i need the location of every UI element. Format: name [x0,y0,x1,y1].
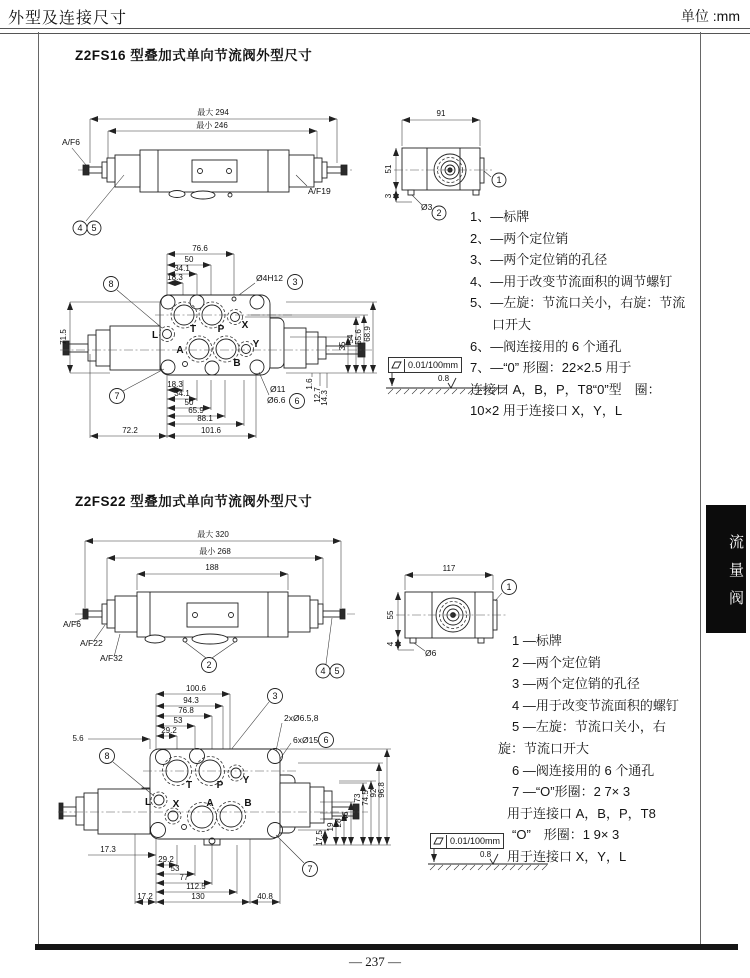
dim-4: 4 [386,641,395,647]
note-line: “O” 形圈：1 9× 3 [512,827,620,843]
dim-34-1: 34.1 [174,264,190,273]
flatness-symbol-icon [431,835,446,847]
header-divider [0,28,750,34]
port-T: T [189,324,197,335]
svg-text:2: 2 [206,660,212,670]
dim-76-6: 76.6 [192,244,208,253]
note-line: 4、—用于改变节流面积的调节螺钉 [470,273,673,289]
dim-b130: 130 [191,892,205,901]
z2fs22-side-view-drawing [60,528,405,688]
note-line: 4 —用于改变节流面积的螺钉 [512,697,679,713]
dim-188: 188 [205,563,219,572]
svg-text:4: 4 [77,223,83,233]
callout-8: 8 [104,751,110,761]
flatness-symbol-icon [389,359,404,371]
note-line: 3、—两个定位销的孔径 [470,252,608,268]
dim-5-6: 5.6 [72,734,84,743]
note-line: 1 —标牌 [512,633,562,648]
flatness-tolerance-frame [430,833,504,849]
roughness-value: 0.8 [480,850,492,859]
port-A: A [206,798,214,809]
note-line: 3 —两个定位销的孔径 [512,676,640,692]
note-line: 6 —阀连接用的 6 个通孔 [512,762,655,778]
callout-2: 2 [436,208,442,218]
dim-b17-2: 17.2 [137,892,153,901]
dim-b40-8: 40.8 [257,892,273,901]
label-dia6: Ø6 [425,648,437,658]
note-line: 5、—左旋：节流口关小，右旋：节流 [470,295,686,311]
z2fs16-section-title: Z2FS16 型叠加式单向节流阀外型尺寸 [75,48,313,63]
svg-text:5: 5 [334,666,340,676]
note-line: 连接口 A，B，P，T8“0”型 圈： [470,381,661,397]
label-af6: A/F6 [63,619,81,629]
dim-b50: 50 [184,398,194,407]
dim-12-7: 12.7 [313,387,322,403]
port-L: L [144,797,152,808]
note-line: 用于连接口 X，Y，L [507,848,627,864]
callout-4-5 [73,175,124,235]
end-body [396,592,506,643]
label-dia4h12: Ø4H12 [256,273,283,283]
dim-18-3: 18.3 [167,273,183,282]
frame-bottom-bar [35,944,738,950]
frame-left-border [38,32,39,944]
dim-55-6: 55.6 [354,329,363,345]
callout-6: 6 [294,396,300,406]
dim-b77: 77 [179,873,189,882]
label-dia3: Ø3 [421,202,433,212]
note-line: 2、—两个定位销 [470,230,569,246]
dim-max-320: 最大 320 [197,530,229,539]
note-line: 7 —“O”形圈：2 7× 3 [512,784,631,800]
label-af19: A/F19 [308,186,331,196]
dim-53: 53 [173,716,183,725]
note-line: 1、—标牌 [470,209,530,224]
note-line: 2 —两个定位销 [512,654,601,670]
label-2xdia6-5: 2xØ6.5,8 [284,713,319,723]
dim-94-3: 94.3 [183,696,199,705]
dim-55: 55 [386,610,395,620]
callout-1: 1 [496,175,502,185]
z2fs22-section-title: Z2FS22 型叠加式单向节流阀外型尺寸 [75,494,313,509]
dim-b72-2: 72.2 [122,426,138,435]
flatness-tolerance: 0.01/100mm [446,835,503,848]
callout-7: 7 [114,391,120,401]
port-T: T [185,780,193,791]
dim-b17-3: 17.3 [100,845,116,854]
dim-117: 117 [442,564,456,573]
dim-74-5: 74.5 [361,790,370,806]
callout-2 [185,642,235,673]
dim-1-6: 1.6 [305,378,314,390]
port-L: L [151,330,159,341]
valve-body [75,592,355,644]
dim-max-294: 最大 294 [197,108,229,117]
port-B: B [233,358,241,369]
port-P: P [217,324,225,335]
sidebar-tab-flow-valves: 流量阀 [706,505,746,633]
dim-29-2: 29.2 [161,726,177,735]
dim-28: 28 [334,818,343,828]
top-dimension-chain [88,694,230,755]
port-X: X [241,320,249,331]
dim-73: 73 [353,793,362,803]
dim-min-268: 最小 268 [199,547,231,556]
dim-b29-2: 29.2 [158,855,174,864]
note-line: 旋：节流口开大 [498,740,590,756]
dim-68-9: 68.9 [363,326,372,342]
note-line: 7、—“0” 形圈：22×2.5 用于 [470,360,632,376]
callout-1: 1 [506,582,512,592]
note-line: 用于连接口 A，B，P，T8 [507,805,656,821]
svg-text:4: 4 [320,666,326,676]
label-6xdia15: 6xØ15 [293,735,319,745]
note-line: 10×2 用于连接口 X，Y，L [470,403,623,419]
end-body [394,148,492,195]
callout-3: 3 [292,277,298,287]
note-line: 5 —左旋：节流口关小，右 [512,719,666,735]
page-title: 外型及连接尺寸 [8,10,128,27]
port-Y: Y [242,775,250,786]
callout-6: 6 [323,735,329,745]
dim-3: 3 [384,193,393,199]
dim-54: 54 [346,334,355,344]
svg-text:5: 5 [91,223,97,233]
dim-91: 91 [436,109,446,118]
z2fs22-top-view-drawing [58,683,478,923]
dim-50: 50 [184,255,194,264]
label-dia11: Ø11 [270,384,286,394]
dim-b112-5: 112.5 [186,882,206,891]
flatness-annotation [428,833,553,875]
dim-min-246: 最小 246 [196,121,228,130]
dim-b101-6: 101.6 [200,426,222,435]
flatness-annotation [386,357,511,399]
roughness-value: 0.8 [438,374,450,383]
unit-label: 单位 :mm [680,8,740,24]
callout-8: 8 [108,279,114,289]
port-A: A [176,345,184,356]
port-P: P [216,780,224,791]
dim-35: 35 [338,341,347,351]
flatness-tolerance: 0.01/100mm [404,359,461,372]
callout-3: 3 [272,691,278,701]
dim-14-3: 14.3 [320,390,329,406]
dim-96-8: 96.8 [377,782,386,798]
callout-4-5 [316,618,344,678]
dim-19: 19 [326,822,335,832]
port-X: X [172,799,180,810]
label-af32: A/F32 [100,653,123,663]
note-line: 口开大 [492,316,532,332]
dim-46: 46 [341,811,350,821]
bottom-dimension-chain [88,834,280,904]
label-dia6-6: Ø6.6 [267,395,286,405]
flatness-tolerance-frame [388,357,462,373]
port-B: B [244,798,252,809]
dim-b34-1: 34.1 [174,389,190,398]
callout-7: 7 [307,864,313,874]
label-af6: A/F6 [62,137,80,147]
dim-76-8: 76.8 [178,706,194,715]
dim-b65-9: 65.9 [188,406,204,415]
dim-b88-1: 88.1 [197,414,213,423]
plate-and-valve [60,295,372,375]
dim-b53: 53 [170,864,180,873]
label-af22: A/F22 [80,638,103,648]
page-number: — 237 — [349,954,401,969]
note-line: 6、—阀连接用的 6 个通孔 [470,338,622,354]
dim-71-5: 71.5 [59,329,68,345]
dim-17-5: 17.5 [315,830,324,846]
dim-51: 51 [384,164,393,174]
z2fs16-top-view-drawing [60,240,405,455]
dim-b18-3: 18.3 [167,380,183,389]
z2fs16-side-view-drawing [60,95,395,240]
dim-92: 92 [369,788,378,798]
dim-100-6: 100.6 [185,684,207,693]
z2fs22-notes [498,630,708,868]
port-Y: Y [252,339,260,350]
